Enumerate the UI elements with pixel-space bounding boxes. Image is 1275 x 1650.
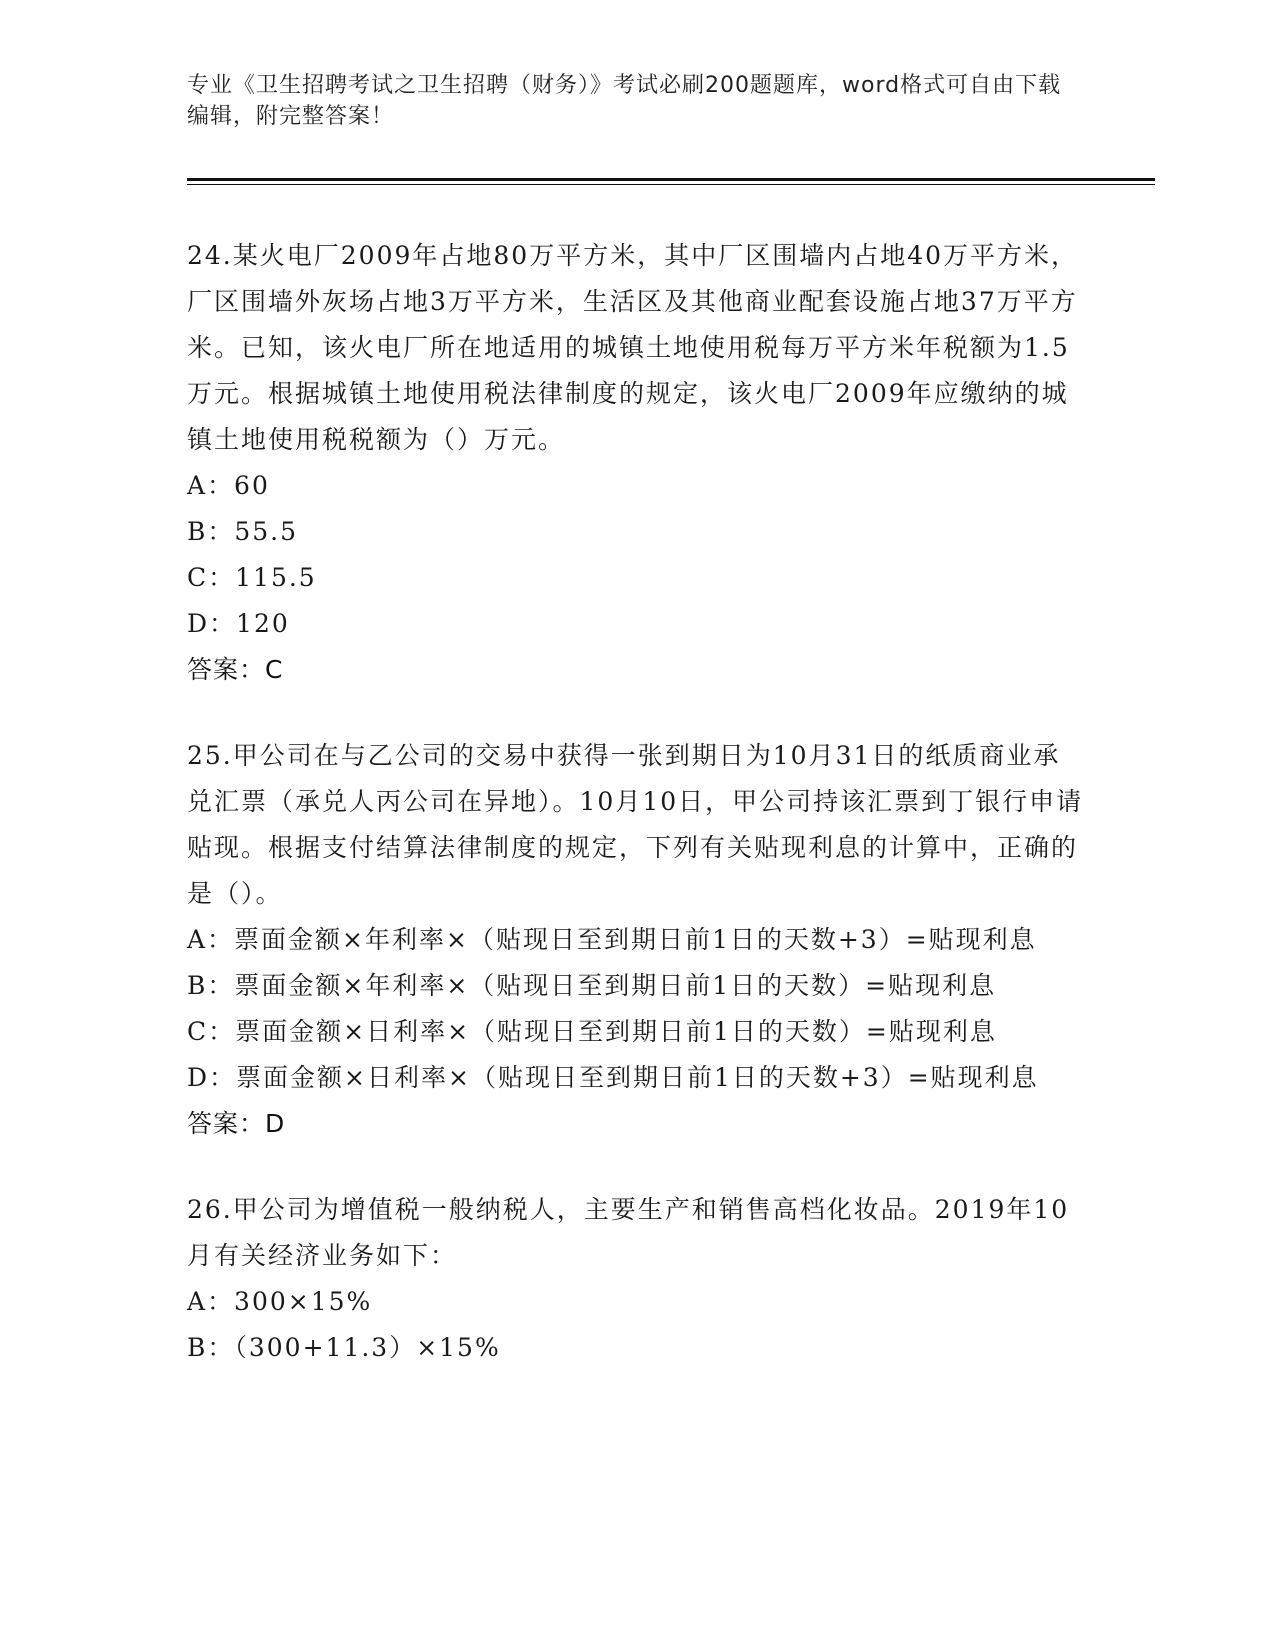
option-a: A：300×15%	[187, 1287, 373, 1316]
option-d: D：票面金额×日利率×（贴现日至到期日前1日的天数+3）=贴现利息	[187, 1063, 1039, 1092]
answer-label: 答案：C	[187, 655, 284, 684]
option-a: A：票面金额×年利率×（贴现日至到期日前1日的天数+3）=贴现利息	[187, 925, 1037, 954]
answer-label: 答案：D	[187, 1109, 286, 1138]
question-24	[187, 233, 1087, 693]
option-c: C：115.5	[187, 563, 317, 592]
question-26	[187, 1187, 1087, 1371]
header-divider-thin	[187, 184, 1155, 185]
document-header: 专业《卫生招聘考试之卫生招聘（财务）》考试必刷200题题库，word格式可自由下载编辑，附完整答案！	[187, 73, 1062, 129]
question-gap	[187, 1147, 1087, 1187]
question-text: 26.甲公司为增值税一般纳税人，主要生产和销售高档化妆品。2019年10月有关经济业务如下：	[187, 1195, 1070, 1270]
header-divider-thick	[187, 178, 1155, 181]
question-gap	[187, 693, 1087, 733]
question-text: 25.甲公司在与乙公司的交易中获得一张到期日为10月31日的纸质商业承兑汇票（承兑人丙公司在异地）。10月10日，甲公司持该汇票到丁银行申请贴现。根据支付结算法律制度的规定，下列有关贴现利息的计算中，正确的是（）。	[187, 741, 1084, 908]
option-b: B：（300+11.3）×15%	[187, 1333, 501, 1362]
option-b: B：55.5	[187, 517, 299, 546]
option-a: A：60	[187, 471, 270, 500]
option-b: B：票面金额×年利率×（贴现日至到期日前1日的天数）=贴现利息	[187, 971, 997, 1000]
question-list	[187, 233, 1087, 1371]
question-text: 24.某火电厂2009年占地80万平方米，其中厂区围墙内占地40万平方米，厂区围墙外灰场占地3万平方米，生活区及其他商业配套设施占地37万平方米。已知，该火电厂所在地适用的城镇土地使用税每万平方米年税额为1.5万元。根据城镇土地使用税法律制度的规定，该火电厂2009年应缴纳的城镇土地使用税税额为（）万元。	[187, 241, 1079, 454]
option-c: C：票面金额×日利率×（贴现日至到期日前1日的天数）=贴现利息	[187, 1017, 997, 1046]
option-d: D：120	[187, 609, 290, 638]
question-25	[187, 733, 1087, 1147]
